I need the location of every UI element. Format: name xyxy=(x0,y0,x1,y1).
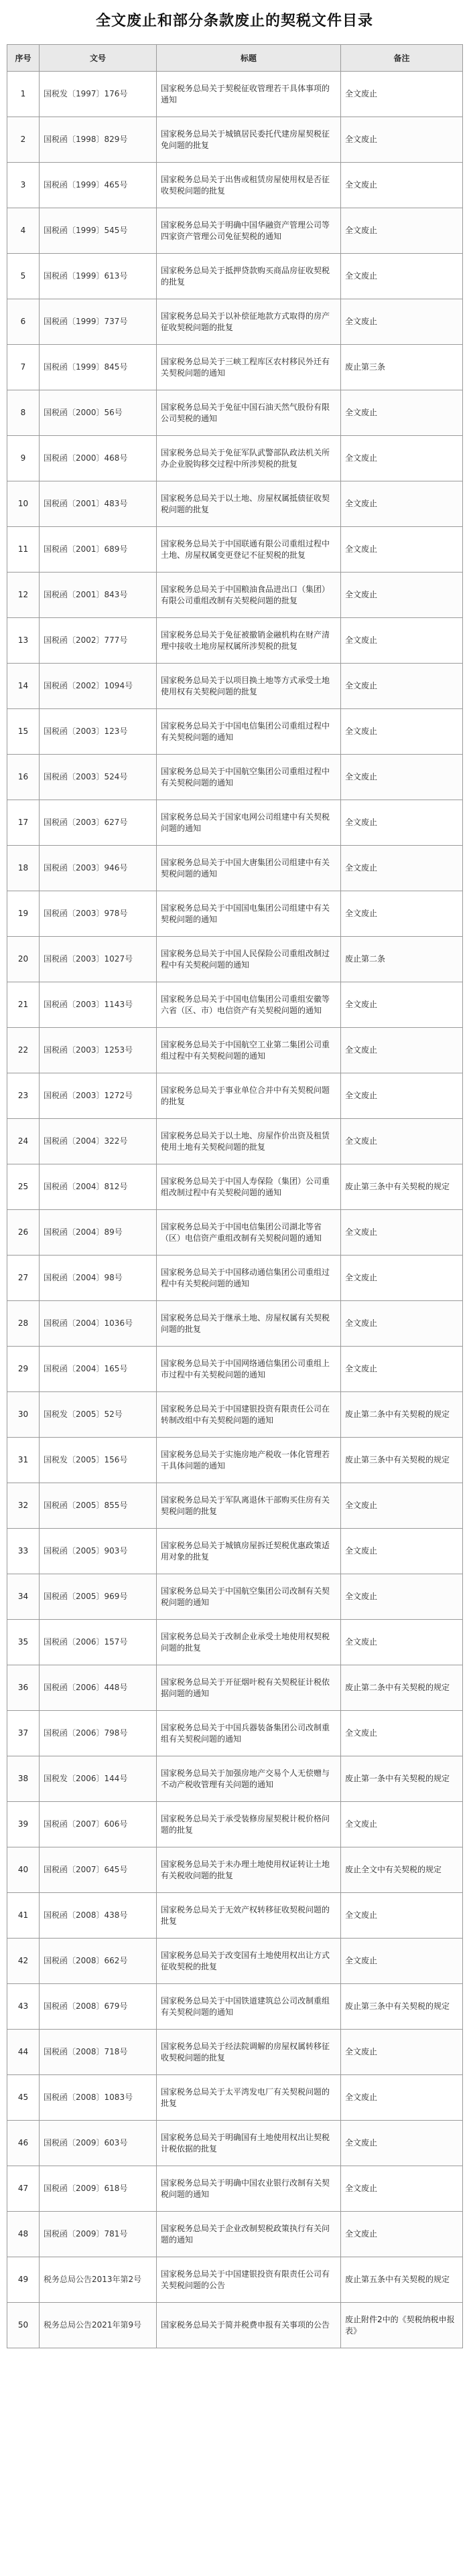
row-title: 国家税务总局关于经法院调解的房屋权属转移征收契税问题的批复 xyxy=(157,2030,341,2075)
row-doc-number: 国税函〔2004〕89号 xyxy=(40,1210,157,1256)
table-row xyxy=(7,208,463,254)
row-seq: 5 xyxy=(7,254,40,299)
row-note: 废止第一条中有关契税的规定 xyxy=(341,1756,463,1802)
row-title: 国家税务总局关于城镇居民委托代建房屋契税征免问题的批复 xyxy=(157,117,341,163)
row-note: 全文废止 xyxy=(341,1529,463,1574)
table-row xyxy=(7,1711,463,1756)
row-doc-number: 国税函〔1999〕465号 xyxy=(40,163,157,208)
row-title: 国家税务总局关于中国电信集团公司重组过程中有关契税问题的通知 xyxy=(157,709,341,755)
row-title: 国家税务总局关于改变国有土地使用权出让方式征收契税的批复 xyxy=(157,1939,341,1984)
table-row xyxy=(7,1073,463,1119)
row-doc-number: 国税发〔2006〕144号 xyxy=(40,1756,157,1802)
row-doc-number: 税务总局公告2021年第9号 xyxy=(40,2303,157,2348)
row-seq: 33 xyxy=(7,1529,40,1574)
row-seq: 26 xyxy=(7,1210,40,1256)
row-seq: 16 xyxy=(7,755,40,800)
row-title: 国家税务总局关于国家电网公司组建中有关契税问题的通知 xyxy=(157,800,341,846)
row-title: 国家税务总局关于企业改制契税政策执行有关问题的通知 xyxy=(157,2212,341,2257)
row-note: 废止第三条中有关契税的规定 xyxy=(341,1164,463,1210)
row-note: 全文废止 xyxy=(341,1802,463,1847)
table-row xyxy=(7,618,463,664)
row-title: 国家税务总局关于事业单位合并中有关契税问题的批复 xyxy=(157,1073,341,1119)
table-row xyxy=(7,345,463,390)
row-note: 废止第五条中有关契税的规定 xyxy=(341,2257,463,2303)
row-doc-number: 国税函〔2002〕1094号 xyxy=(40,664,157,709)
row-title: 国家税务总局关于中国国电集团公司组建中有关契税问题的通知 xyxy=(157,891,341,937)
row-doc-number: 国税函〔2008〕662号 xyxy=(40,1939,157,1984)
row-seq: 1 xyxy=(7,72,40,117)
row-seq: 31 xyxy=(7,1438,40,1483)
table-row xyxy=(7,1028,463,1073)
row-note: 废止第二条 xyxy=(341,937,463,982)
row-seq: 6 xyxy=(7,299,40,345)
row-title: 国家税务总局关于中国航空集团公司重组过程中有关契税问题的通知 xyxy=(157,755,341,800)
row-note: 全文废止 xyxy=(341,618,463,664)
row-doc-number: 国税函〔2006〕157号 xyxy=(40,1620,157,1665)
row-seq: 23 xyxy=(7,1073,40,1119)
table-row xyxy=(7,1847,463,1893)
row-title: 国家税务总局关于明确国有土地使用权出让契税计税依据的批复 xyxy=(157,2121,341,2166)
row-doc-number: 国税函〔2005〕903号 xyxy=(40,1529,157,1574)
row-seq: 9 xyxy=(7,436,40,481)
table-row xyxy=(7,254,463,299)
row-doc-number: 国税函〔2007〕606号 xyxy=(40,1802,157,1847)
row-doc-number: 国税函〔2000〕468号 xyxy=(40,436,157,481)
row-doc-number: 国税函〔2009〕781号 xyxy=(40,2212,157,2257)
row-seq: 48 xyxy=(7,2212,40,2257)
table-row xyxy=(7,1529,463,1574)
page-title: 全文废止和部分条款废止的契税文件目录 xyxy=(95,13,373,29)
row-seq: 10 xyxy=(7,481,40,527)
header-note: 备注 xyxy=(341,45,463,72)
row-title: 国家税务总局关于中国航空工业第二集团公司重组过程中有关契税问题的通知 xyxy=(157,1028,341,1073)
row-seq: 14 xyxy=(7,664,40,709)
row-title: 国家税务总局关于中国大唐集团公司组建中有关契税问题的通知 xyxy=(157,846,341,891)
header-doc-number: 文号 xyxy=(40,45,157,72)
table-row xyxy=(7,1574,463,1620)
table-row xyxy=(7,1347,463,1392)
row-note: 全文废止 xyxy=(341,891,463,937)
row-seq: 42 xyxy=(7,1939,40,1984)
row-doc-number: 国税函〔2009〕618号 xyxy=(40,2166,157,2212)
table-row xyxy=(7,1984,463,2030)
row-note: 全文废止 xyxy=(341,254,463,299)
row-title: 国家税务总局关于以补偿征地款方式取得的房产征收契税问题的批复 xyxy=(157,299,341,345)
row-note: 全文废止 xyxy=(341,299,463,345)
table-row xyxy=(7,2212,463,2257)
row-seq: 27 xyxy=(7,1256,40,1301)
table-row xyxy=(7,117,463,163)
header-title: 标题 xyxy=(157,45,341,72)
document-table xyxy=(7,44,463,2348)
row-title: 国家税务总局关于中国移动通信集团公司重组过程中有关契税问题的通知 xyxy=(157,1256,341,1301)
row-note: 全文废止 xyxy=(341,982,463,1028)
row-title: 国家税务总局关于中国铁道建筑总公司改制重组有关契税问题的通知 xyxy=(157,1984,341,2030)
row-doc-number: 税务总局公告2013年第2号 xyxy=(40,2257,157,2303)
row-title: 国家税务总局关于中国网络通信集团公司重组上市过程中有关契税问题的通知 xyxy=(157,1347,341,1392)
row-seq: 15 xyxy=(7,709,40,755)
table-row xyxy=(7,2257,463,2303)
row-note: 全文废止 xyxy=(341,527,463,573)
row-doc-number: 国税函〔2003〕1027号 xyxy=(40,937,157,982)
row-doc-number: 国税函〔2005〕855号 xyxy=(40,1483,157,1529)
table-row xyxy=(7,1665,463,1711)
row-note: 全文废止 xyxy=(341,1028,463,1073)
row-note: 全文废止 xyxy=(341,2121,463,2166)
row-note: 全文废止 xyxy=(341,1073,463,1119)
row-seq: 21 xyxy=(7,982,40,1028)
row-title: 国家税务总局关于中国电信集团公司湖北等省（区）电信资产重组改制有关契税问题的通知 xyxy=(157,1210,341,1256)
row-seq: 36 xyxy=(7,1665,40,1711)
row-seq: 3 xyxy=(7,163,40,208)
table-row xyxy=(7,436,463,481)
row-doc-number: 国税函〔2003〕123号 xyxy=(40,709,157,755)
table-row xyxy=(7,390,463,436)
row-title: 国家税务总局关于明确中国华融资产管理公司等四家资产管理公司免征契税的通知 xyxy=(157,208,341,254)
row-note: 全文废止 xyxy=(341,481,463,527)
table-row xyxy=(7,1256,463,1301)
row-doc-number: 国税函〔2001〕483号 xyxy=(40,481,157,527)
row-title: 国家税务总局关于中国建银投资有限责任公司有关契税问题的公告 xyxy=(157,2257,341,2303)
row-doc-number: 国税函〔2008〕1083号 xyxy=(40,2075,157,2121)
row-doc-number: 国税函〔2006〕798号 xyxy=(40,1711,157,1756)
row-title: 国家税务总局关于中国兵器装备集团公司改制重组有关契税问题的通知 xyxy=(157,1711,341,1756)
row-seq: 22 xyxy=(7,1028,40,1073)
row-title: 国家税务总局关于开征烟叶税有关契税征计税依据问题的通知 xyxy=(157,1665,341,1711)
row-seq: 43 xyxy=(7,1984,40,2030)
row-seq: 41 xyxy=(7,1893,40,1939)
row-note: 全文废止 xyxy=(341,846,463,891)
row-doc-number: 国税发〔2005〕156号 xyxy=(40,1438,157,1483)
row-note: 全文废止 xyxy=(341,1347,463,1392)
row-note: 全文废止 xyxy=(341,1301,463,1347)
row-seq: 29 xyxy=(7,1347,40,1392)
row-title: 国家税务总局关于中国建银投资有限责任公司在转制改组中有关契税问题的通知 xyxy=(157,1392,341,1438)
row-note: 全文废止 xyxy=(341,117,463,163)
row-doc-number: 国税函〔2004〕1036号 xyxy=(40,1301,157,1347)
row-doc-number: 国税函〔1998〕829号 xyxy=(40,117,157,163)
row-title: 国家税务总局关于中国联通有限公司重组过程中土地、房屋权属变更登记不征契税的批复 xyxy=(157,527,341,573)
row-seq: 25 xyxy=(7,1164,40,1210)
row-note: 全文废止 xyxy=(341,1483,463,1529)
table-row xyxy=(7,1392,463,1438)
table-row xyxy=(7,481,463,527)
table-row xyxy=(7,891,463,937)
row-doc-number: 国税函〔1999〕737号 xyxy=(40,299,157,345)
table-row xyxy=(7,72,463,117)
row-doc-number: 国税函〔2009〕603号 xyxy=(40,2121,157,2166)
row-seq: 38 xyxy=(7,1756,40,1802)
table-row xyxy=(7,573,463,618)
header-seq: 序号 xyxy=(7,45,40,72)
row-doc-number: 国税函〔1999〕613号 xyxy=(40,254,157,299)
row-title: 国家税务总局关于中国人寿保险（集团）公司重组改制过程中有关契税问题的通知 xyxy=(157,1164,341,1210)
row-note: 全文废止 xyxy=(341,2075,463,2121)
row-title: 国家税务总局关于改制企业承受土地使用权契税问题的批复 xyxy=(157,1620,341,1665)
row-seq: 19 xyxy=(7,891,40,937)
row-note: 全文废止 xyxy=(341,2212,463,2257)
row-note: 全文废止 xyxy=(341,163,463,208)
row-doc-number: 国税函〔2006〕448号 xyxy=(40,1665,157,1711)
row-doc-number: 国税函〔2008〕718号 xyxy=(40,2030,157,2075)
table-row xyxy=(7,1802,463,1847)
row-note: 废止第三条中有关契税的规定 xyxy=(341,1438,463,1483)
row-title: 国家税务总局关于简并税费申报有关事项的公告 xyxy=(157,2303,341,2348)
row-note: 全文废止 xyxy=(341,1620,463,1665)
row-seq: 17 xyxy=(7,800,40,846)
row-title: 国家税务总局关于免征军队武警部队政法机关所办企业脱钩移交过程中所涉契税的批复 xyxy=(157,436,341,481)
header-row xyxy=(7,45,463,72)
row-seq: 32 xyxy=(7,1483,40,1529)
table-row xyxy=(7,937,463,982)
table-row xyxy=(7,755,463,800)
row-title: 国家税务总局关于明确中国农业银行改制有关契税问题的通知 xyxy=(157,2166,341,2212)
row-title: 国家税务总局关于三峡工程库区农村移民外迁有关契税问题的通知 xyxy=(157,345,341,390)
row-seq: 11 xyxy=(7,527,40,573)
row-doc-number: 国税函〔2001〕843号 xyxy=(40,573,157,618)
row-doc-number: 国税函〔1999〕545号 xyxy=(40,208,157,254)
table-row xyxy=(7,664,463,709)
row-seq: 45 xyxy=(7,2075,40,2121)
table-row xyxy=(7,163,463,208)
table-body xyxy=(7,72,463,2348)
row-doc-number: 国税函〔2004〕322号 xyxy=(40,1119,157,1164)
table-row xyxy=(7,1210,463,1256)
row-title: 国家税务总局关于未办理土地使用权证转让土地有关税收问题的批复 xyxy=(157,1847,341,1893)
row-seq: 4 xyxy=(7,208,40,254)
row-doc-number: 国税函〔2001〕689号 xyxy=(40,527,157,573)
row-seq: 28 xyxy=(7,1301,40,1347)
row-doc-number: 国税函〔2003〕1143号 xyxy=(40,982,157,1028)
row-doc-number: 国税函〔2004〕98号 xyxy=(40,1256,157,1301)
row-seq: 37 xyxy=(7,1711,40,1756)
row-note: 全文废止 xyxy=(341,1119,463,1164)
row-note: 废止第二条中有关契税的规定 xyxy=(341,1392,463,1438)
row-note: 全文废止 xyxy=(341,208,463,254)
row-note: 全文废止 xyxy=(341,436,463,481)
table-row xyxy=(7,1164,463,1210)
row-title: 国家税务总局关于加强房地产交易个人无偿赠与不动产税收管理有关问题的通知 xyxy=(157,1756,341,1802)
row-note: 全文废止 xyxy=(341,709,463,755)
row-note: 全文废止 xyxy=(341,2166,463,2212)
row-doc-number: 国税函〔2000〕56号 xyxy=(40,390,157,436)
row-seq: 46 xyxy=(7,2121,40,2166)
row-seq: 40 xyxy=(7,1847,40,1893)
row-title: 国家税务总局关于军队离退休干部购买住房有关契税问题的批复 xyxy=(157,1483,341,1529)
row-seq: 20 xyxy=(7,937,40,982)
row-note: 全文废止 xyxy=(341,1939,463,1984)
row-doc-number: 国税发〔2005〕52号 xyxy=(40,1392,157,1438)
row-note: 全文废止 xyxy=(341,1210,463,1256)
table-row xyxy=(7,2121,463,2166)
row-note: 全文废止 xyxy=(341,1574,463,1620)
row-title: 国家税务总局关于中国粮油食品进出口（集团）有限公司重组改制有关契税问题的批复 xyxy=(157,573,341,618)
table-row xyxy=(7,1756,463,1802)
table-row xyxy=(7,527,463,573)
row-doc-number: 国税函〔2003〕1253号 xyxy=(40,1028,157,1073)
table-row xyxy=(7,2166,463,2212)
row-seq: 8 xyxy=(7,390,40,436)
row-note: 全文废止 xyxy=(341,1893,463,1939)
row-note: 全文废止 xyxy=(341,800,463,846)
row-title: 国家税务总局关于太平湾发电厂有关契税问题的批复 xyxy=(157,2075,341,2121)
row-doc-number: 国税函〔1999〕845号 xyxy=(40,345,157,390)
row-doc-number: 国税函〔2003〕1272号 xyxy=(40,1073,157,1119)
row-seq: 39 xyxy=(7,1802,40,1847)
row-seq: 13 xyxy=(7,618,40,664)
table-row xyxy=(7,2303,463,2348)
row-title: 国家税务总局关于以土地、房屋作价出资及租赁使用土地有关契税问题的批复 xyxy=(157,1119,341,1164)
table-row xyxy=(7,1483,463,1529)
row-seq: 50 xyxy=(7,2303,40,2348)
table-row xyxy=(7,709,463,755)
row-note: 废止附件2中的《契税纳税申报表》 xyxy=(341,2303,463,2348)
table-row xyxy=(7,846,463,891)
table-row xyxy=(7,2075,463,2121)
row-note: 全文废止 xyxy=(341,1256,463,1301)
row-title: 国家税务总局关于中国航空集团公司改制有关契税问题的通知 xyxy=(157,1574,341,1620)
row-title: 国家税务总局关于中国电信集团公司重组安徽等六省（区、市）电信资产有关契税问题的通知 xyxy=(157,982,341,1028)
row-note: 全文废止 xyxy=(341,664,463,709)
row-title: 国家税务总局关于出售或租赁房屋使用权是否征收契税问题的批复 xyxy=(157,163,341,208)
row-note: 废止第三条中有关契税的规定 xyxy=(341,1984,463,2030)
table-row xyxy=(7,982,463,1028)
row-seq: 49 xyxy=(7,2257,40,2303)
row-doc-number: 国税函〔2008〕679号 xyxy=(40,1984,157,2030)
row-doc-number: 国税函〔2002〕777号 xyxy=(40,618,157,664)
row-doc-number: 国税函〔2003〕946号 xyxy=(40,846,157,891)
row-title: 国家税务总局关于无效产权转移征收契税问题的批复 xyxy=(157,1893,341,1939)
row-note: 全文废止 xyxy=(341,390,463,436)
row-note: 全文废止 xyxy=(341,72,463,117)
table-row xyxy=(7,800,463,846)
row-doc-number: 国税函〔2007〕645号 xyxy=(40,1847,157,1893)
table-row xyxy=(7,1301,463,1347)
row-doc-number: 国税函〔2003〕524号 xyxy=(40,755,157,800)
row-seq: 30 xyxy=(7,1392,40,1438)
row-note: 全文废止 xyxy=(341,2030,463,2075)
table-row xyxy=(7,1939,463,1984)
row-note: 废止全文中有关契税的规定 xyxy=(341,1847,463,1893)
row-doc-number: 国税函〔2003〕627号 xyxy=(40,800,157,846)
row-doc-number: 国税函〔2005〕969号 xyxy=(40,1574,157,1620)
row-title: 国家税务总局关于以土地、房屋权属抵债征收契税问题的批复 xyxy=(157,481,341,527)
row-seq: 35 xyxy=(7,1620,40,1665)
row-seq: 47 xyxy=(7,2166,40,2212)
row-doc-number: 国税发〔1997〕176号 xyxy=(40,72,157,117)
table-row xyxy=(7,1620,463,1665)
row-title: 国家税务总局关于免征中国石油天然气股份有限公司契税的通知 xyxy=(157,390,341,436)
row-seq: 34 xyxy=(7,1574,40,1620)
table-header xyxy=(7,45,463,72)
row-title: 国家税务总局关于继承土地、房屋权属有关契税问题的批复 xyxy=(157,1301,341,1347)
table-row xyxy=(7,1438,463,1483)
row-seq: 2 xyxy=(7,117,40,163)
row-doc-number: 国税函〔2004〕812号 xyxy=(40,1164,157,1210)
row-seq: 44 xyxy=(7,2030,40,2075)
row-note: 废止第二条中有关契税的规定 xyxy=(341,1665,463,1711)
row-seq: 18 xyxy=(7,846,40,891)
table-row xyxy=(7,2030,463,2075)
row-title: 国家税务总局关于承受装修房屋契税计税价格问题的批复 xyxy=(157,1802,341,1847)
row-title: 国家税务总局关于中国人民保险公司重组改制过程中有关契税问题的通知 xyxy=(157,937,341,982)
row-note: 全文废止 xyxy=(341,755,463,800)
row-note: 废止第三条 xyxy=(341,345,463,390)
row-seq: 24 xyxy=(7,1119,40,1164)
row-title: 国家税务总局关于城镇房屋拆迁契税优惠政策适用对象的批复 xyxy=(157,1529,341,1574)
row-title: 国家税务总局关于免征被撤销金融机构在财产清理中接收土地房屋权属所涉契税的批复 xyxy=(157,618,341,664)
table-row xyxy=(7,1119,463,1164)
row-doc-number: 国税函〔2008〕438号 xyxy=(40,1893,157,1939)
row-doc-number: 国税函〔2004〕165号 xyxy=(40,1347,157,1392)
row-title: 国家税务总局关于实施房地产税收一体化管理若干具体问题的通知 xyxy=(157,1438,341,1483)
row-doc-number: 国税函〔2003〕978号 xyxy=(40,891,157,937)
row-seq: 7 xyxy=(7,345,40,390)
table-row xyxy=(7,1893,463,1939)
row-seq: 12 xyxy=(7,573,40,618)
table-row xyxy=(7,299,463,345)
row-note: 全文废止 xyxy=(341,573,463,618)
row-title: 国家税务总局关于抵押贷款购买商品房征收契税的批复 xyxy=(157,254,341,299)
row-note: 全文废止 xyxy=(341,1711,463,1756)
row-title: 国家税务总局关于契税征收管理若干具体事项的通知 xyxy=(157,72,341,117)
row-title: 国家税务总局关于以项目换土地等方式承受土地使用权有关契税问题的批复 xyxy=(157,664,341,709)
